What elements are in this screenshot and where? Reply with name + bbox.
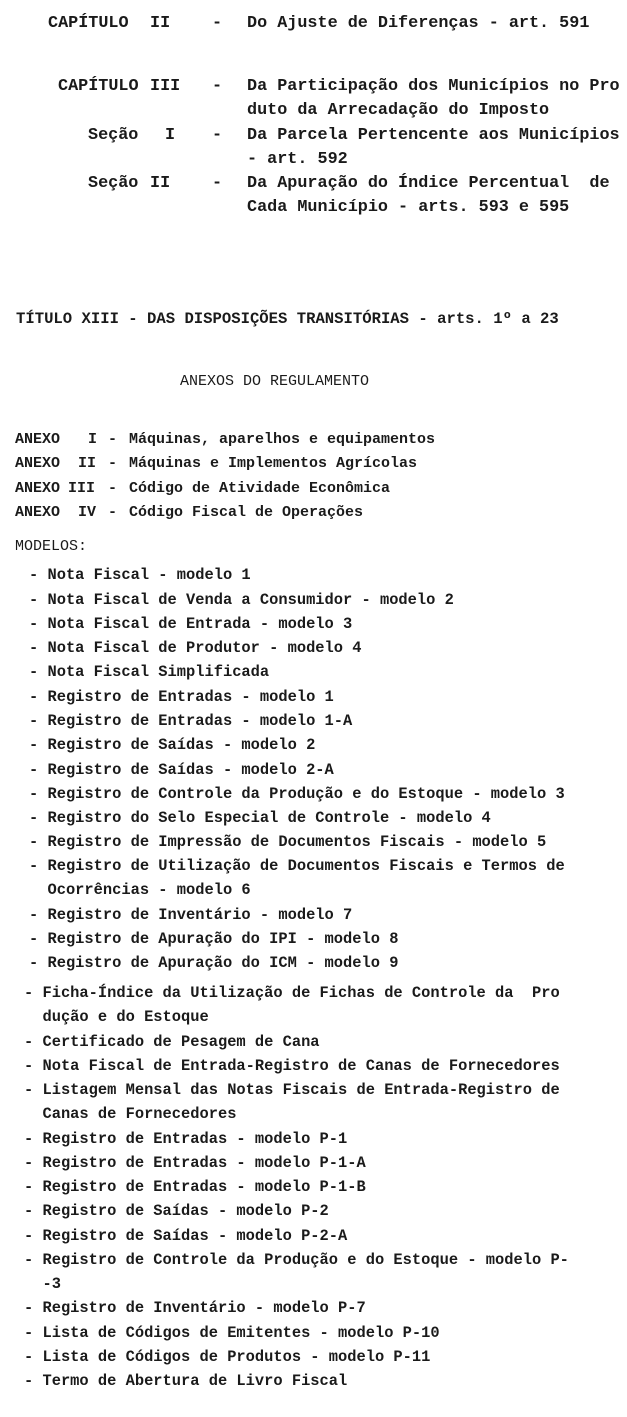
anexo-number: IV xyxy=(78,504,97,521)
anexo-title: Máquinas, aparelhos e equipamentos xyxy=(129,431,436,448)
anexo-dash: - xyxy=(108,480,118,497)
modelo-item: - Registro de Saídas - modelo P-2 xyxy=(24,1202,329,1220)
modelo-item: - Registro de Inventário - modelo P-7 xyxy=(24,1299,366,1317)
anexo-title: Código Fiscal de Operações xyxy=(129,504,364,521)
anexo-label: ANEXO xyxy=(15,504,61,521)
anexo-dash: - xyxy=(108,455,118,472)
anexo-dash: - xyxy=(108,504,118,521)
chapter-title-line: Da Participação dos Municípios no Pro xyxy=(247,77,620,96)
modelo-item: Ocorrências - modelo 6 xyxy=(29,881,251,899)
modelo-item: - Nota Fiscal - modelo 1 xyxy=(29,566,251,584)
modelo-item: - Registro de Inventário - modelo 7 xyxy=(29,906,353,924)
modelo-item: - Nota Fiscal de Produtor - modelo 4 xyxy=(29,639,362,657)
anexo-label: ANEXO xyxy=(15,455,61,472)
section-label: Seção xyxy=(88,126,139,145)
chapter-dash: - xyxy=(212,14,223,33)
modelo-item: - Registro de Entradas - modelo P-1-A xyxy=(24,1154,366,1172)
modelos-heading: MODELOS: xyxy=(15,538,88,555)
anexos-heading: ANEXOS DO REGULAMENTO xyxy=(180,373,370,390)
titulo-heading: TÍTULO XIII - DAS DISPOSIÇÕES TRANSITÓRIAS - arts. 1º a 23 xyxy=(16,310,559,328)
modelo-item: - Registro de Impressão de Documentos Fiscais - modelo 5 xyxy=(29,833,547,851)
modelo-item: - Registro de Saídas - modelo 2 xyxy=(29,736,316,754)
chapter-dash: - xyxy=(212,77,223,96)
section-title-line: Da Apuração do Índice Percentual de xyxy=(247,174,610,193)
modelo-item: - Registro de Saídas - modelo P-2-A xyxy=(24,1227,348,1245)
modelo-item: - Registro de Controle da Produção e do Estoque - modelo 3 xyxy=(29,785,565,803)
modelo-item: - Lista de Códigos de Produtos - modelo P-11 xyxy=(24,1348,431,1366)
modelo-item: - Nota Fiscal de Venda a Consumidor - modelo 2 xyxy=(29,591,454,609)
section-title-line: Da Parcela Pertencente aos Municípios xyxy=(247,126,620,145)
modelo-item: - Termo de Abertura de Livro Fiscal xyxy=(24,1372,348,1390)
anexo-label: ANEXO xyxy=(15,480,61,497)
section-number: II xyxy=(150,174,171,193)
anexo-label: ANEXO xyxy=(15,431,61,448)
anexo-number: II xyxy=(78,455,97,472)
section-number: I xyxy=(165,126,176,145)
modelo-item: - Ficha-Índice da Utilização de Fichas de Controle da Pro xyxy=(24,984,560,1002)
anexo-title: Código de Atividade Econômica xyxy=(129,480,391,497)
section-title-line: Cada Município - arts. 593 e 595 xyxy=(247,198,570,217)
modelo-item: - Registro do Selo Especial de Controle - modelo 4 xyxy=(29,809,491,827)
chapter-number: III xyxy=(150,77,181,96)
chapter-title-line: duto da Arrecadação do Imposto xyxy=(247,101,550,120)
modelo-item: Canas de Fornecedores xyxy=(24,1105,237,1123)
modelo-item: - Nota Fiscal de Entrada-Registro de Canas de Fornecedores xyxy=(24,1057,560,1075)
modelo-item: -3 xyxy=(24,1275,61,1293)
anexo-dash: - xyxy=(108,431,118,448)
modelo-item: - Registro de Saídas - modelo 2-A xyxy=(29,761,334,779)
modelo-item: - Listagem Mensal das Notas Fiscais de Entrada-Registro de xyxy=(24,1081,560,1099)
anexo-number: III xyxy=(68,480,96,497)
modelo-item: - Certificado de Pesagem de Cana xyxy=(24,1033,320,1051)
section-label: Seção xyxy=(88,174,139,193)
modelo-item: - Registro de Apuração do IPI - modelo 8 xyxy=(29,930,399,948)
modelo-item: dução e do Estoque xyxy=(24,1008,209,1026)
section-title-line: - art. 592 xyxy=(247,150,348,169)
chapter-label: CAPÍTULO xyxy=(58,77,139,96)
modelo-item: - Nota Fiscal Simplificada xyxy=(29,663,270,681)
anexo-title: Máquinas e Implementos Agrícolas xyxy=(129,455,418,472)
anexo-number: I xyxy=(88,431,98,448)
chapter-number: II xyxy=(150,14,171,33)
modelo-item: - Registro de Controle da Produção e do Estoque - modelo P- xyxy=(24,1251,569,1269)
modelo-item: - Lista de Códigos de Emitentes - modelo P-10 xyxy=(24,1324,440,1342)
modelo-item: - Registro de Apuração do ICM - modelo 9 xyxy=(29,954,399,972)
modelo-item: - Registro de Entradas - modelo P-1-B xyxy=(24,1178,366,1196)
modelo-item: - Registro de Entradas - modelo 1 xyxy=(29,688,334,706)
modelo-item: - Registro de Entradas - modelo 1-A xyxy=(29,712,353,730)
modelo-item: - Nota Fiscal de Entrada - modelo 3 xyxy=(29,615,353,633)
modelo-item: - Registro de Entradas - modelo P-1 xyxy=(24,1130,348,1148)
modelo-item: - Registro de Utilização de Documentos Fiscais e Termos de xyxy=(29,857,565,875)
section-dash: - xyxy=(212,174,223,193)
chapter-label: CAPÍTULO xyxy=(48,14,129,33)
chapter-title: Do Ajuste de Diferenças - art. 591 xyxy=(247,14,590,33)
section-dash: - xyxy=(212,126,223,145)
